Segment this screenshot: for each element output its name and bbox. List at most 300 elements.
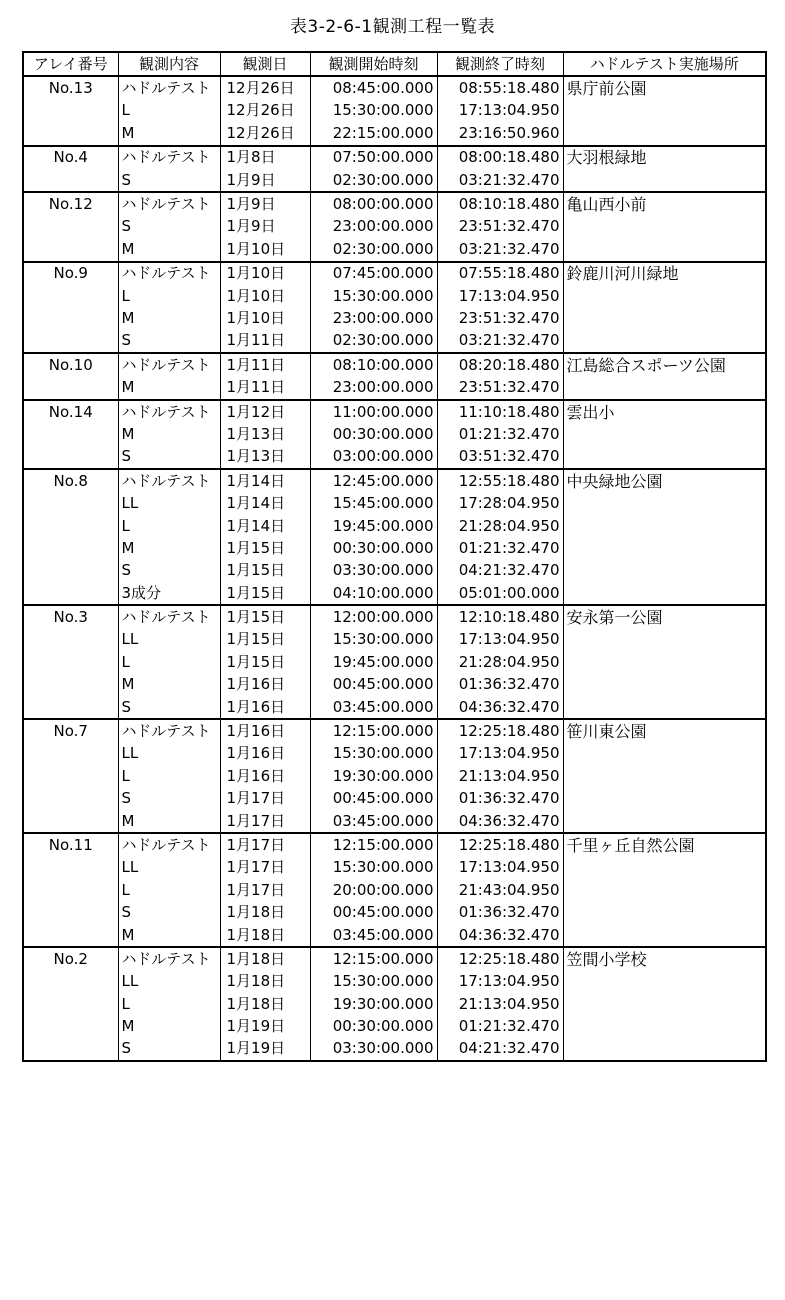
observation-date-cell: 1月9日 (220, 216, 310, 238)
huddle-test-place-cell (563, 423, 766, 445)
end-time-cell: 21:28:04.950 (437, 515, 563, 537)
observation-content-cell: M (118, 1015, 220, 1037)
huddle-test-place-cell (563, 537, 766, 559)
table-row (23, 515, 766, 537)
huddle-test-place-cell (563, 629, 766, 651)
start-time-cell: 07:50:00.000 (310, 146, 437, 169)
array-number-cell (23, 765, 118, 787)
observation-content-cell: M (118, 537, 220, 559)
observation-content-cell: LL (118, 492, 220, 514)
observation-date-cell: 1月16日 (220, 696, 310, 719)
observation-content-cell: S (118, 696, 220, 719)
start-time-cell: 08:00:00.000 (310, 192, 437, 215)
table-row (23, 353, 766, 376)
huddle-test-place-cell (563, 924, 766, 947)
observation-date-cell: 1月10日 (220, 307, 310, 329)
start-time-cell: 03:45:00.000 (310, 924, 437, 947)
observation-date-cell: 1月12日 (220, 400, 310, 423)
end-time-cell: 23:16:50.960 (437, 122, 563, 145)
observation-content-cell: LL (118, 629, 220, 651)
end-time-cell: 12:10:18.480 (437, 605, 563, 628)
start-time-cell: 19:45:00.000 (310, 651, 437, 673)
array-number-cell: No.9 (23, 262, 118, 285)
header-array-number: アレイ番号 (23, 52, 118, 76)
observation-date-cell: 1月18日 (220, 971, 310, 993)
end-time-cell: 07:55:18.480 (437, 262, 563, 285)
end-time-cell: 23:51:32.470 (437, 376, 563, 399)
array-number-cell (23, 560, 118, 582)
end-time-cell: 01:36:32.470 (437, 788, 563, 810)
end-time-cell: 08:00:18.480 (437, 146, 563, 169)
array-number-cell (23, 307, 118, 329)
observation-date-cell: 1月9日 (220, 169, 310, 192)
observation-content-cell: LL (118, 743, 220, 765)
table-row (23, 924, 766, 947)
end-time-cell: 21:13:04.950 (437, 765, 563, 787)
array-number-cell (23, 515, 118, 537)
table-row (23, 947, 766, 970)
observation-content-cell: ハドルテスト (118, 192, 220, 215)
array-number-cell: No.4 (23, 146, 118, 169)
array-number-cell (23, 492, 118, 514)
end-time-cell: 23:51:32.470 (437, 216, 563, 238)
observation-date-cell: 1月15日 (220, 651, 310, 673)
huddle-test-place-cell (563, 492, 766, 514)
start-time-cell: 08:10:00.000 (310, 353, 437, 376)
header-observation-content: 観測内容 (118, 52, 220, 76)
array-number-cell: No.11 (23, 833, 118, 856)
observation-date-cell: 1月15日 (220, 605, 310, 628)
observation-schedule-table (22, 51, 767, 1062)
table-row (23, 560, 766, 582)
table-row (23, 285, 766, 307)
observation-content-cell: S (118, 901, 220, 923)
start-time-cell: 03:30:00.000 (310, 1038, 437, 1061)
huddle-test-place-cell (563, 696, 766, 719)
huddle-test-place-cell (563, 651, 766, 673)
array-number-cell (23, 651, 118, 673)
observation-date-cell: 1月17日 (220, 788, 310, 810)
observation-date-cell: 1月16日 (220, 765, 310, 787)
observation-date-cell: 1月10日 (220, 238, 310, 261)
huddle-test-place-cell: 千里ヶ丘自然公園 (563, 833, 766, 856)
array-number-cell: No.7 (23, 719, 118, 742)
huddle-test-place-cell (563, 515, 766, 537)
observation-date-cell: 1月10日 (220, 285, 310, 307)
start-time-cell: 03:45:00.000 (310, 696, 437, 719)
huddle-test-place-cell: 鈴鹿川河川緑地 (563, 262, 766, 285)
observation-date-cell: 1月18日 (220, 993, 310, 1015)
observation-content-cell: M (118, 810, 220, 833)
observation-content-cell: ハドルテスト (118, 400, 220, 423)
start-time-cell: 07:45:00.000 (310, 262, 437, 285)
observation-date-cell: 1月13日 (220, 423, 310, 445)
end-time-cell: 01:21:32.470 (437, 423, 563, 445)
table-row (23, 307, 766, 329)
end-time-cell: 01:36:32.470 (437, 901, 563, 923)
header-huddle-test-place: ハドルテスト実施場所 (563, 52, 766, 76)
start-time-cell: 12:15:00.000 (310, 947, 437, 970)
observation-content-cell: L (118, 765, 220, 787)
observation-content-cell: M (118, 122, 220, 145)
observation-date-cell: 12月26日 (220, 122, 310, 145)
end-time-cell: 03:21:32.470 (437, 330, 563, 353)
observation-content-cell: S (118, 788, 220, 810)
table-row (23, 423, 766, 445)
array-number-cell (23, 629, 118, 651)
observation-date-cell: 1月15日 (220, 629, 310, 651)
huddle-test-place-cell: 中央緑地公園 (563, 469, 766, 492)
huddle-test-place-cell (563, 1038, 766, 1061)
huddle-test-place-cell (563, 743, 766, 765)
table-row (23, 192, 766, 215)
observation-date-cell: 1月17日 (220, 857, 310, 879)
array-number-cell (23, 1015, 118, 1037)
end-time-cell: 01:21:32.470 (437, 1015, 563, 1037)
start-time-cell: 15:30:00.000 (310, 971, 437, 993)
table-row (23, 719, 766, 742)
start-time-cell: 19:45:00.000 (310, 515, 437, 537)
array-number-cell (23, 330, 118, 353)
array-number-cell: No.3 (23, 605, 118, 628)
observation-date-cell: 1月15日 (220, 560, 310, 582)
table-row (23, 582, 766, 605)
start-time-cell: 02:30:00.000 (310, 238, 437, 261)
observation-content-cell: ハドルテスト (118, 353, 220, 376)
start-time-cell: 03:00:00.000 (310, 446, 437, 469)
start-time-cell: 00:45:00.000 (310, 674, 437, 696)
end-time-cell: 08:55:18.480 (437, 76, 563, 99)
array-number-cell (23, 674, 118, 696)
huddle-test-place-cell: 雲出小 (563, 400, 766, 423)
observation-content-cell: ハドルテスト (118, 76, 220, 99)
observation-date-cell: 1月8日 (220, 146, 310, 169)
end-time-cell: 12:25:18.480 (437, 719, 563, 742)
end-time-cell: 04:36:32.470 (437, 924, 563, 947)
observation-date-cell: 1月19日 (220, 1038, 310, 1061)
start-time-cell: 12:15:00.000 (310, 719, 437, 742)
table-row (23, 492, 766, 514)
table-row (23, 76, 766, 99)
start-time-cell: 15:30:00.000 (310, 743, 437, 765)
huddle-test-place-cell (563, 765, 766, 787)
huddle-test-place-cell: 亀山西小前 (563, 192, 766, 215)
observation-content-cell: 3成分 (118, 582, 220, 605)
end-time-cell: 04:36:32.470 (437, 696, 563, 719)
observation-date-cell: 1月9日 (220, 192, 310, 215)
end-time-cell: 12:25:18.480 (437, 947, 563, 970)
observation-content-cell: M (118, 924, 220, 947)
table-row (23, 901, 766, 923)
array-number-cell (23, 537, 118, 559)
array-number-cell (23, 901, 118, 923)
table-row (23, 330, 766, 353)
start-time-cell: 03:30:00.000 (310, 560, 437, 582)
table-row (23, 537, 766, 559)
huddle-test-place-cell (563, 169, 766, 192)
table-row (23, 743, 766, 765)
array-number-cell (23, 285, 118, 307)
observation-content-cell: S (118, 330, 220, 353)
table-row (23, 993, 766, 1015)
huddle-test-place-cell: 江島総合スポーツ公園 (563, 353, 766, 376)
array-number-cell (23, 122, 118, 145)
table-row (23, 169, 766, 192)
array-number-cell (23, 993, 118, 1015)
end-time-cell: 21:28:04.950 (437, 651, 563, 673)
table-row (23, 146, 766, 169)
start-time-cell: 20:00:00.000 (310, 879, 437, 901)
observation-date-cell: 1月16日 (220, 719, 310, 742)
start-time-cell: 03:45:00.000 (310, 810, 437, 833)
end-time-cell: 17:13:04.950 (437, 285, 563, 307)
end-time-cell: 12:25:18.480 (437, 833, 563, 856)
end-time-cell: 17:13:04.950 (437, 629, 563, 651)
table-row (23, 1015, 766, 1037)
end-time-cell: 23:51:32.470 (437, 307, 563, 329)
observation-date-cell: 1月16日 (220, 674, 310, 696)
end-time-cell: 03:21:32.470 (437, 238, 563, 261)
table-row (23, 122, 766, 145)
end-time-cell: 17:13:04.950 (437, 743, 563, 765)
start-time-cell: 15:45:00.000 (310, 492, 437, 514)
end-time-cell: 21:43:04.950 (437, 879, 563, 901)
array-number-cell (23, 696, 118, 719)
huddle-test-place-cell: 大羽根緑地 (563, 146, 766, 169)
observation-content-cell: S (118, 560, 220, 582)
huddle-test-place-cell (563, 879, 766, 901)
observation-content-cell: ハドルテスト (118, 719, 220, 742)
huddle-test-place-cell (563, 376, 766, 399)
start-time-cell: 00:30:00.000 (310, 1015, 437, 1037)
huddle-test-place-cell: 笠間小学校 (563, 947, 766, 970)
end-time-cell: 04:21:32.470 (437, 1038, 563, 1061)
table-row (23, 469, 766, 492)
array-number-cell: No.14 (23, 400, 118, 423)
observation-date-cell: 1月11日 (220, 376, 310, 399)
start-time-cell: 15:30:00.000 (310, 100, 437, 122)
end-time-cell: 03:51:32.470 (437, 446, 563, 469)
array-number-cell (23, 788, 118, 810)
end-time-cell: 04:36:32.470 (437, 810, 563, 833)
observation-date-cell: 12月26日 (220, 76, 310, 99)
observation-content-cell: M (118, 238, 220, 261)
observation-date-cell: 1月11日 (220, 353, 310, 376)
end-time-cell: 05:01:00.000 (437, 582, 563, 605)
end-time-cell: 01:21:32.470 (437, 537, 563, 559)
observation-content-cell: L (118, 285, 220, 307)
table-row (23, 100, 766, 122)
table-row (23, 1038, 766, 1061)
huddle-test-place-cell: 笹川東公園 (563, 719, 766, 742)
observation-date-cell: 1月14日 (220, 515, 310, 537)
table-row (23, 674, 766, 696)
array-number-cell (23, 810, 118, 833)
array-number-cell (23, 423, 118, 445)
array-number-cell (23, 446, 118, 469)
observation-date-cell: 1月18日 (220, 947, 310, 970)
start-time-cell: 23:00:00.000 (310, 307, 437, 329)
array-number-cell: No.12 (23, 192, 118, 215)
observation-date-cell: 1月15日 (220, 582, 310, 605)
array-number-cell: No.8 (23, 469, 118, 492)
end-time-cell: 08:20:18.480 (437, 353, 563, 376)
huddle-test-place-cell (563, 285, 766, 307)
observation-content-cell: LL (118, 857, 220, 879)
huddle-test-place-cell: 安永第一公園 (563, 605, 766, 628)
start-time-cell: 12:15:00.000 (310, 833, 437, 856)
observation-date-cell: 1月11日 (220, 330, 310, 353)
end-time-cell: 17:13:04.950 (437, 857, 563, 879)
table-row (23, 216, 766, 238)
observation-content-cell: S (118, 446, 220, 469)
end-time-cell: 03:21:32.470 (437, 169, 563, 192)
table-row (23, 696, 766, 719)
header-start-time: 観測開始時刻 (310, 52, 437, 76)
array-number-cell (23, 582, 118, 605)
end-time-cell: 17:28:04.950 (437, 492, 563, 514)
huddle-test-place-cell (563, 1015, 766, 1037)
end-time-cell: 04:21:32.470 (437, 560, 563, 582)
huddle-test-place-cell (563, 674, 766, 696)
observation-content-cell: L (118, 515, 220, 537)
observation-content-cell: ハドルテスト (118, 262, 220, 285)
end-time-cell: 17:13:04.950 (437, 971, 563, 993)
observation-date-cell: 1月16日 (220, 743, 310, 765)
huddle-test-place-cell (563, 582, 766, 605)
observation-date-cell: 1月13日 (220, 446, 310, 469)
start-time-cell: 00:45:00.000 (310, 901, 437, 923)
table-row (23, 262, 766, 285)
huddle-test-place-cell (563, 307, 766, 329)
observation-content-cell: ハドルテスト (118, 833, 220, 856)
observation-date-cell: 1月14日 (220, 492, 310, 514)
end-time-cell: 21:13:04.950 (437, 993, 563, 1015)
observation-date-cell: 1月18日 (220, 901, 310, 923)
huddle-test-place-cell (563, 901, 766, 923)
table-row (23, 605, 766, 628)
array-number-cell (23, 100, 118, 122)
huddle-test-place-cell (563, 216, 766, 238)
array-number-cell (23, 238, 118, 261)
table-row (23, 833, 766, 856)
table-row (23, 376, 766, 399)
start-time-cell: 22:15:00.000 (310, 122, 437, 145)
start-time-cell: 23:00:00.000 (310, 376, 437, 399)
huddle-test-place-cell (563, 810, 766, 833)
start-time-cell: 15:30:00.000 (310, 857, 437, 879)
observation-date-cell: 1月19日 (220, 1015, 310, 1037)
end-time-cell: 11:10:18.480 (437, 400, 563, 423)
observation-date-cell: 1月10日 (220, 262, 310, 285)
huddle-test-place-cell (563, 330, 766, 353)
start-time-cell: 00:30:00.000 (310, 537, 437, 559)
observation-content-cell: L (118, 879, 220, 901)
end-time-cell: 12:55:18.480 (437, 469, 563, 492)
start-time-cell: 23:00:00.000 (310, 216, 437, 238)
observation-content-cell: ハドルテスト (118, 947, 220, 970)
huddle-test-place-cell (563, 122, 766, 145)
table-row (23, 971, 766, 993)
observation-content-cell: L (118, 100, 220, 122)
observation-date-cell: 1月14日 (220, 469, 310, 492)
array-number-cell: No.2 (23, 947, 118, 970)
start-time-cell: 12:00:00.000 (310, 605, 437, 628)
huddle-test-place-cell (563, 446, 766, 469)
start-time-cell: 19:30:00.000 (310, 765, 437, 787)
start-time-cell: 00:45:00.000 (310, 788, 437, 810)
table-row (23, 810, 766, 833)
end-time-cell: 01:36:32.470 (437, 674, 563, 696)
table-row (23, 651, 766, 673)
huddle-test-place-cell (563, 560, 766, 582)
array-number-cell (23, 376, 118, 399)
observation-content-cell: ハドルテスト (118, 146, 220, 169)
observation-date-cell: 1月17日 (220, 810, 310, 833)
array-number-cell: No.13 (23, 76, 118, 99)
huddle-test-place-cell (563, 238, 766, 261)
observation-content-cell: L (118, 651, 220, 673)
header-row (23, 52, 766, 76)
start-time-cell: 11:00:00.000 (310, 400, 437, 423)
observation-date-cell: 1月17日 (220, 833, 310, 856)
end-time-cell: 17:13:04.950 (437, 100, 563, 122)
huddle-test-place-cell (563, 100, 766, 122)
header-end-time: 観測終了時刻 (437, 52, 563, 76)
end-time-cell: 08:10:18.480 (437, 192, 563, 215)
huddle-test-place-cell (563, 857, 766, 879)
array-number-cell (23, 857, 118, 879)
observation-content-cell: ハドルテスト (118, 469, 220, 492)
huddle-test-place-cell (563, 971, 766, 993)
start-time-cell: 04:10:00.000 (310, 582, 437, 605)
table-row (23, 446, 766, 469)
observation-date-cell: 1月17日 (220, 879, 310, 901)
array-number-cell (23, 879, 118, 901)
observation-content-cell: ハドルテスト (118, 605, 220, 628)
array-number-cell: No.10 (23, 353, 118, 376)
observation-content-cell: M (118, 376, 220, 399)
start-time-cell: 02:30:00.000 (310, 169, 437, 192)
table-row (23, 400, 766, 423)
observation-date-cell: 1月15日 (220, 537, 310, 559)
array-number-cell (23, 1038, 118, 1061)
start-time-cell: 15:30:00.000 (310, 285, 437, 307)
observation-content-cell: S (118, 1038, 220, 1061)
table-row (23, 857, 766, 879)
huddle-test-place-cell (563, 993, 766, 1015)
start-time-cell: 02:30:00.000 (310, 330, 437, 353)
observation-content-cell: S (118, 216, 220, 238)
array-number-cell (23, 743, 118, 765)
start-time-cell: 12:45:00.000 (310, 469, 437, 492)
array-number-cell (23, 971, 118, 993)
observation-content-cell: LL (118, 971, 220, 993)
huddle-test-place-cell (563, 788, 766, 810)
observation-content-cell: S (118, 169, 220, 192)
array-number-cell (23, 216, 118, 238)
observation-date-cell: 1月18日 (220, 924, 310, 947)
observation-content-cell: M (118, 423, 220, 445)
array-number-cell (23, 924, 118, 947)
table-row (23, 238, 766, 261)
observation-content-cell: M (118, 307, 220, 329)
array-number-cell (23, 169, 118, 192)
start-time-cell: 15:30:00.000 (310, 629, 437, 651)
observation-content-cell: L (118, 993, 220, 1015)
start-time-cell: 00:30:00.000 (310, 423, 437, 445)
huddle-test-place-cell: 県庁前公園 (563, 76, 766, 99)
